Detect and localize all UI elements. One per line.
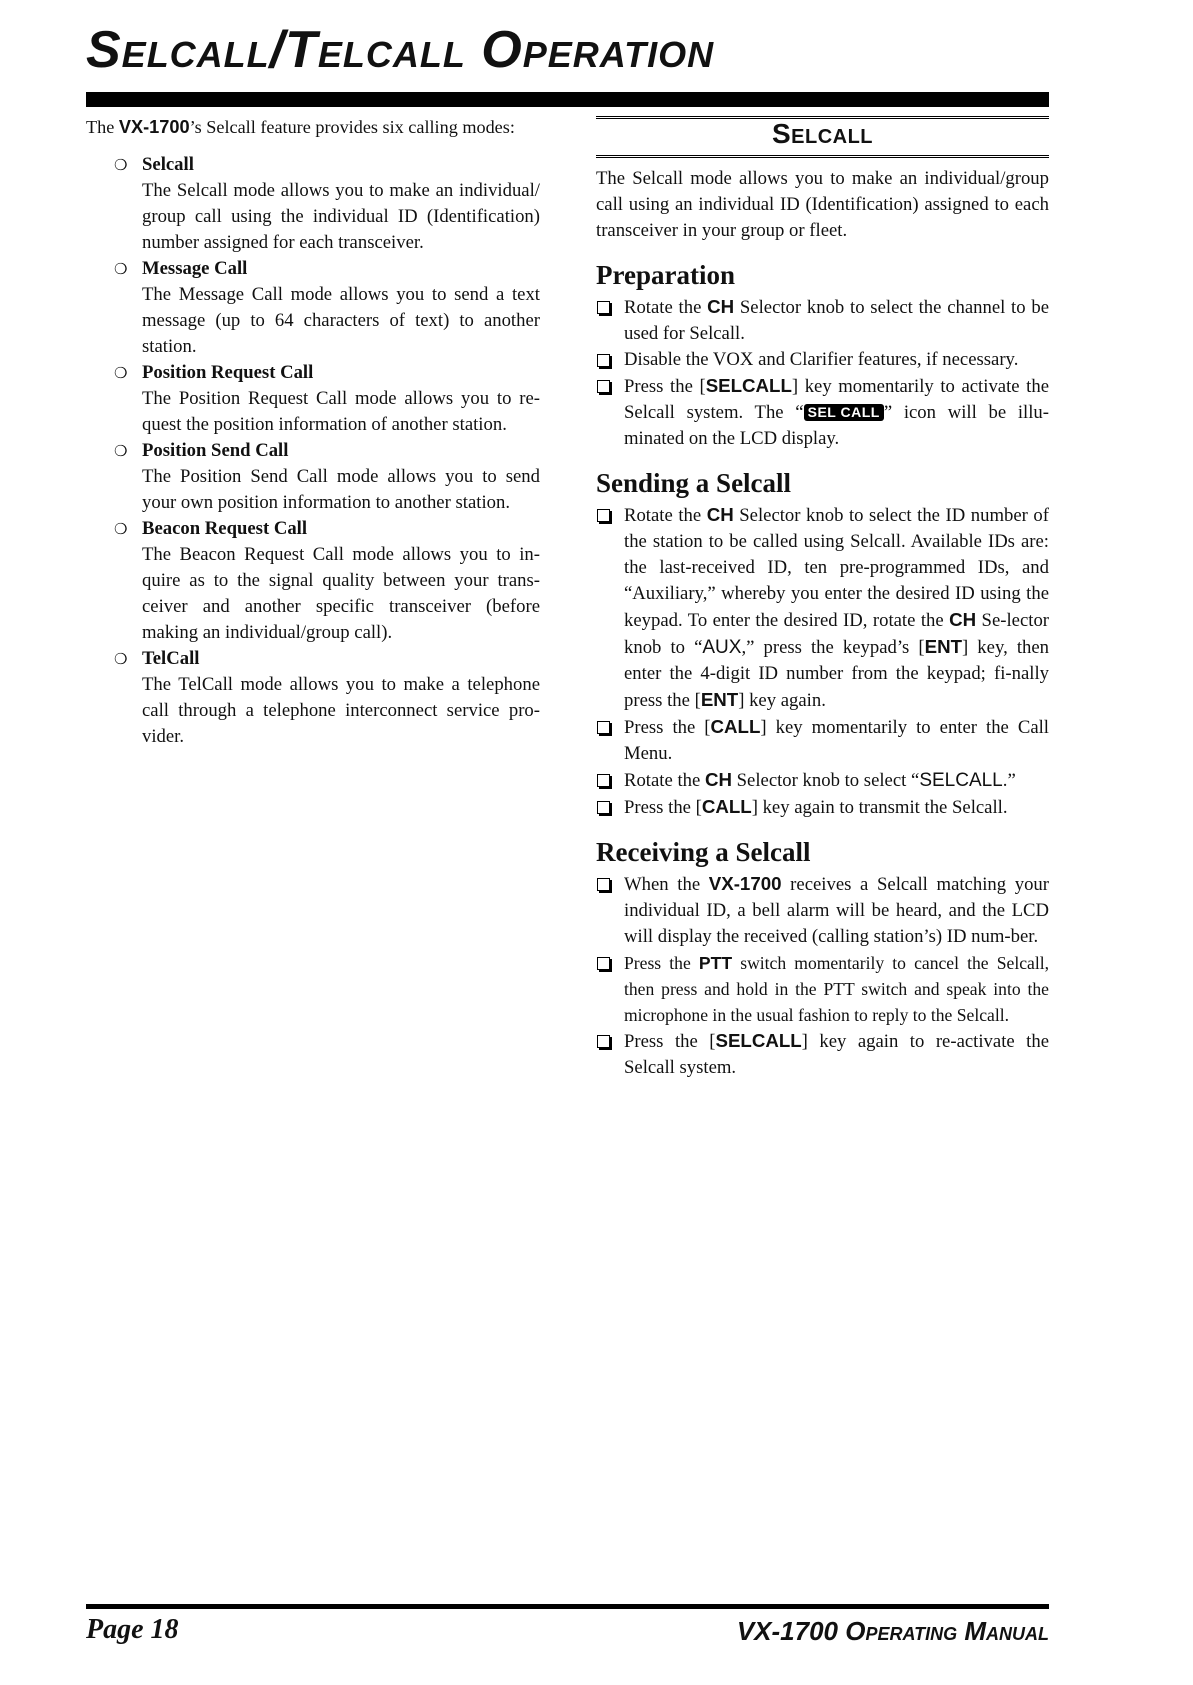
- left-column: [86, 114, 540, 750]
- checkbox-bullet-icon: [597, 801, 610, 814]
- calling-mode-title: Position Request Call: [142, 362, 314, 383]
- prep-step-2: Disable the VOX and Clarifier features, if necessary.: [596, 347, 1049, 373]
- send-step-3: Rotate the CH Selector knob to select “SELCALL.”: [596, 767, 1049, 794]
- calling-mode-item: [86, 516, 540, 646]
- checkbox-bullet-icon: [597, 380, 610, 393]
- recv-step-1: When the VX-1700 receives a Selcall matching your individual ID, a bell alarm will be heard, and the LCD will display the received (calling station’s) ID num-ber.: [596, 871, 1049, 950]
- receiving-heading: Receiving a Selcall: [596, 837, 811, 867]
- model-name: VX-1700: [118, 117, 190, 137]
- section-header-box: [596, 116, 1049, 158]
- section-title: Selcall: [771, 118, 874, 149]
- calling-mode-item: [86, 438, 540, 516]
- ch-knob-label: CH: [707, 296, 735, 317]
- calling-mode-description: The Position Send Call mode allows you to send your own position information to another station.: [142, 466, 540, 513]
- calling-mode-item: [86, 152, 540, 256]
- prep-step-3: Press the [SELCALL] key momentarily to activate the Selcall system. The “ SEL CALL ” icon will be illu-minated on the LCD display.: [596, 373, 1049, 452]
- calling-mode-description: The Selcall mode allows you to make an individual/ group call using the individual ID (Identification) number assigned for each transceiver.: [142, 180, 540, 253]
- send-step-2: Press the [CALL] key momentarily to enter the Call Menu.: [596, 714, 1049, 767]
- checkbox-bullet-icon: [597, 721, 610, 734]
- selcall-key-label: SELCALL: [705, 375, 792, 396]
- recv-step-3: Press the [SELCALL] key again to re-activate the Selcall system.: [596, 1028, 1049, 1081]
- checkbox-bullet-icon: [597, 774, 610, 787]
- title-rule: [86, 92, 1049, 107]
- checkbox-bullet-icon: [597, 354, 610, 367]
- circle-bullet-icon: ❍: [114, 260, 128, 278]
- right-column: [596, 114, 1049, 1081]
- calling-mode-item: [86, 360, 540, 438]
- intro-text-pre: The: [86, 117, 119, 137]
- circle-bullet-icon: ❍: [114, 156, 128, 174]
- checkbox-bullet-icon: [597, 301, 610, 314]
- calling-mode-description: The Beacon Request Call mode allows you to in-quire as to the signal quality between your trans-ceiver and another specific transceiver (before making an individual/group call).: [142, 544, 540, 643]
- circle-bullet-icon: ❍: [114, 364, 128, 382]
- selcall-intro: The Selcall mode allows you to make an individual/group call using an individual ID (Identification) assigned to each transceiver in your group or fleet.: [596, 168, 1049, 241]
- checkbox-bullet-icon: [597, 878, 610, 891]
- prep-step-1: Rotate the CH Selector knob to select the channel to be used for Selcall.: [596, 294, 1049, 347]
- calling-modes-list: [86, 152, 540, 750]
- calling-mode-item: [86, 646, 540, 750]
- calling-mode-description: The TelCall mode allows you to make a telephone call through a telephone interconnect service pro-vider.: [142, 674, 540, 747]
- ptt-label: PTT: [698, 953, 733, 973]
- calling-mode-title: Message Call: [142, 258, 248, 279]
- calling-mode-title: TelCall: [142, 648, 200, 669]
- sending-heading: Sending a Selcall: [596, 468, 792, 498]
- selcall-lcd-text: SELCALL: [919, 770, 1003, 791]
- send-step-1: Rotate the CH Selector knob to select the ID number of the station to be called using Selcall. Available IDs are: the last-received ID, ten pre-programmed IDs, and “Auxiliary,” whereby you enter the desired ID using the keypad. To enter the desired ID, rotate the CH Se-lector knob to “AUX,” press the keypad’s [ENT] key, then enter the 4-digit ID number from the keypad; fi-nally press the [ENT] key again.: [596, 502, 1049, 714]
- calling-mode-description: The Position Request Call mode allows you to re-quest the position information of another station.: [142, 388, 540, 435]
- ent-key-label: ENT: [924, 636, 962, 657]
- checkbox-bullet-icon: [597, 1035, 610, 1048]
- circle-bullet-icon: ❍: [114, 650, 128, 668]
- checkbox-bullet-icon: [597, 957, 610, 970]
- recv-step-2: Press the PTT switch momentarily to cancel the Selcall, then press and hold in the PTT switch and speak into the microphone in the usual fashion to reply to the Selcall.: [596, 950, 1049, 1028]
- calling-mode-title: Selcall: [142, 154, 194, 175]
- page-title: Selcall/Telcall Operation: [86, 21, 715, 79]
- manual-title: VX-1700 Operating Manual: [736, 1616, 1049, 1646]
- calling-mode-title: Position Send Call: [142, 440, 289, 461]
- intro-paragraph: [86, 114, 540, 140]
- intro-text-post: ’s Selcall feature provides six calling modes:: [189, 117, 515, 137]
- circle-bullet-icon: ❍: [114, 442, 128, 460]
- checkbox-bullet-icon: [597, 509, 610, 522]
- aux-lcd-text: AUX: [702, 637, 742, 658]
- footer-rule: [86, 1604, 1049, 1609]
- call-key-label: CALL: [710, 716, 761, 737]
- calling-mode-item: [86, 256, 540, 360]
- circle-bullet-icon: ❍: [114, 520, 128, 538]
- send-step-4: Press the [CALL] key again to transmit the Selcall.: [596, 794, 1049, 821]
- preparation-heading: Preparation: [596, 260, 735, 290]
- calling-mode-description: The Message Call mode allows you to send a text message (up to 64 characters of text) to another station.: [142, 284, 540, 357]
- page-number: Page 18: [86, 1614, 179, 1645]
- calling-mode-title: Beacon Request Call: [142, 518, 308, 539]
- sel-call-lcd-icon: SEL CALL: [804, 404, 884, 421]
